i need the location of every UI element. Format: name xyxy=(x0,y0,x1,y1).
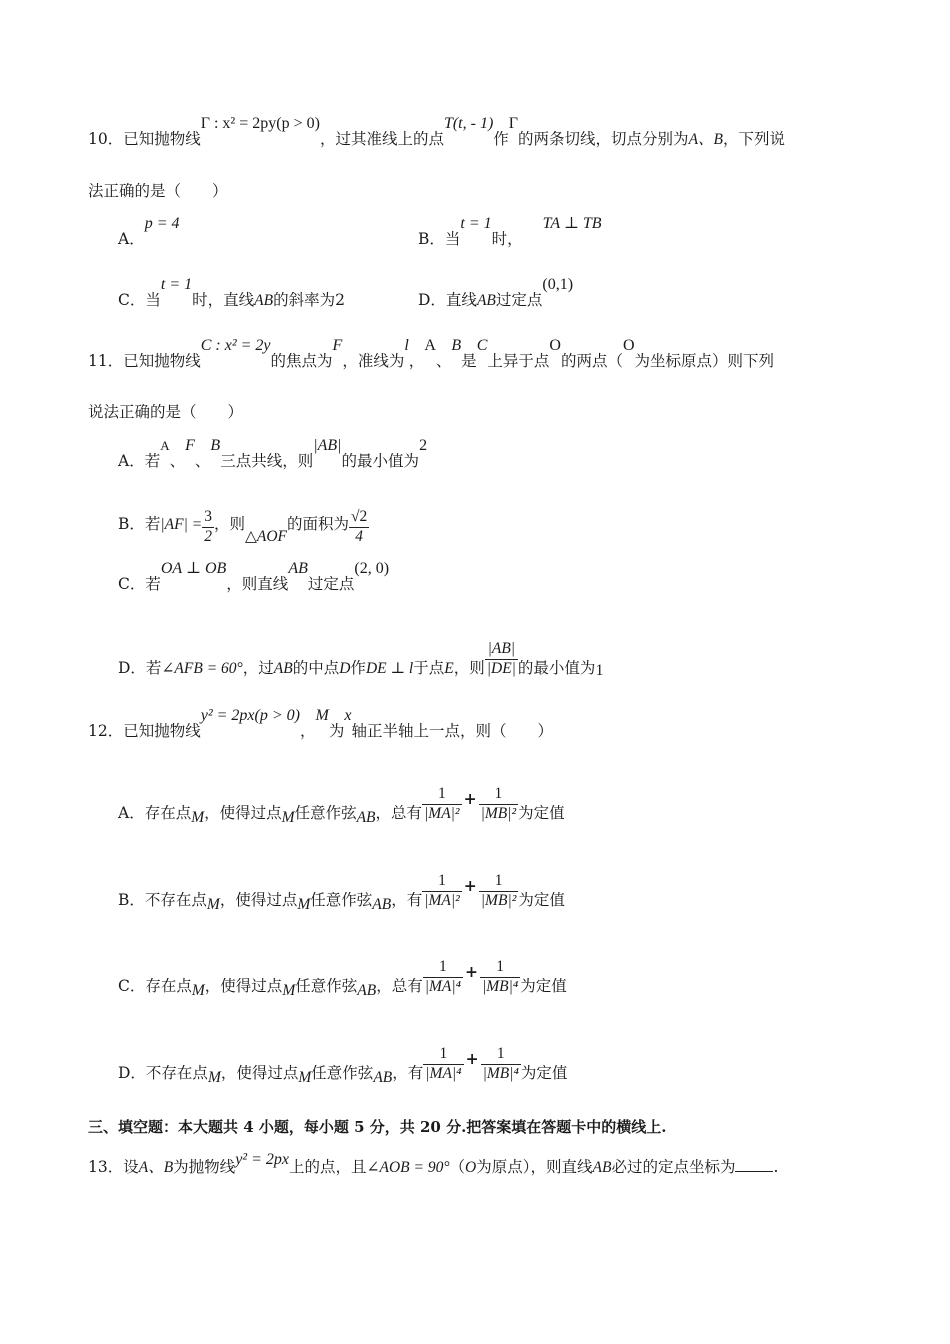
q12-opt-frac2-num: 1 xyxy=(480,958,520,978)
q11-stem-b: 的焦点为 xyxy=(270,352,333,370)
q12-opt-t2: 任意作弦 xyxy=(294,804,357,823)
q11-stem-line1 xyxy=(88,337,775,371)
q11-opt-b-aden: 4 xyxy=(355,527,364,545)
q10-stem-d: 的两条切线，切点分别为 xyxy=(518,130,689,148)
q13-ab2: AB xyxy=(592,1159,612,1176)
q12-opt-t2: 任意作弦 xyxy=(295,977,358,996)
q12-opt-t4: 为定值 xyxy=(518,891,565,910)
q12-opt-t4: 为定值 xyxy=(518,804,565,823)
q10-option-b xyxy=(418,215,602,249)
q12-opt-t3: ，总有 xyxy=(376,977,423,996)
q12-opt-plus: + xyxy=(463,789,477,809)
q11-stem-f: 上异于点 xyxy=(487,352,550,370)
q11-opt-b-tri: △AOF xyxy=(244,528,288,546)
q12-opt-t3: ，总有 xyxy=(375,804,423,823)
q12-stem-a: 12．已知抛物线 xyxy=(88,722,201,740)
q11-opt-a-sep1: 、 xyxy=(169,452,186,470)
q11-opt-b-frac xyxy=(202,508,214,546)
q13-angle: ∠AOB = 90° xyxy=(366,1159,450,1176)
q12-opt-frac2 xyxy=(481,1045,521,1083)
q11-opt-d-text3: 作 xyxy=(350,659,366,678)
q11-opt-d-label: D．若 xyxy=(118,659,162,678)
q11-l: l xyxy=(404,337,409,354)
q10-opt-c-text2: 的斜率为2 xyxy=(273,291,345,309)
q10-option-a xyxy=(118,215,180,249)
q12-opt-t3: ，有 xyxy=(392,1064,424,1083)
q10-opt-c-label: C．当 xyxy=(118,291,161,309)
q11-opt-a-label: A．若 xyxy=(118,452,161,470)
q11-stem-h: 为坐标原点）则下列 xyxy=(634,352,775,370)
q12-opt-plus: + xyxy=(465,962,478,982)
q13-stem-f: 必过的定点坐标为 xyxy=(611,1158,736,1176)
q10-stem-b: ，过其准线上的点 xyxy=(319,130,444,148)
q11-opt-d-e: E xyxy=(444,660,454,678)
q10-stem-c: 作 xyxy=(493,130,509,148)
q12-option-b xyxy=(118,872,565,920)
q11-sep1: 、 xyxy=(435,352,452,370)
q10-stem-line1 xyxy=(88,115,786,150)
q12-opt-frac2-den: |MB|⁴ xyxy=(482,977,519,995)
q12-opt-frac1-num: 1 xyxy=(422,785,462,805)
q10-stem-e: ，下列说 xyxy=(723,130,786,148)
q12-curve: y² = 2px(p > 0) xyxy=(200,707,300,724)
q11-opt-a-b: B xyxy=(210,437,221,454)
q12-opt-frac2-den: |MB|² xyxy=(480,891,517,909)
q12-opt-t4: 为定值 xyxy=(520,1064,568,1083)
q11-opt-d-den: |DE| xyxy=(486,659,516,677)
q12-opt-m2: M xyxy=(282,982,296,1000)
q12-opt-frac2-num: 1 xyxy=(481,1045,521,1065)
q12-opt-label: C．存在点 xyxy=(118,977,192,996)
q12-option-d xyxy=(118,1045,568,1093)
q11-o2: O xyxy=(622,337,635,354)
q13-stem-a: 13．设 xyxy=(88,1158,139,1176)
q11-opt-b-den: 2 xyxy=(204,527,212,545)
q11-opt-c-math: OA ⊥ OB xyxy=(160,560,227,577)
q11-opt-d-text2: 的中点 xyxy=(292,659,340,678)
q12-m: M xyxy=(315,707,329,724)
q13-stem-d: （ xyxy=(449,1158,466,1176)
q11-opt-a-text1: 三点共线，则 xyxy=(220,452,314,470)
q10-opt-d-label: D．直线 xyxy=(418,291,477,309)
q12-opt-ab: AB xyxy=(373,1069,393,1087)
q10-stem-a: 10．已知抛物线 xyxy=(88,130,201,148)
q12-opt-frac2 xyxy=(480,958,520,996)
q10-opt-c-math1: t = 1 xyxy=(160,276,193,293)
q11-option-b xyxy=(118,506,369,544)
q12-opt-label: A．存在点 xyxy=(118,804,192,823)
q11-curve: C : x² = 2y xyxy=(200,337,271,354)
q11-opt-d-text4: 于点 xyxy=(413,659,445,678)
q11-stem-e: 是 xyxy=(461,352,477,370)
q11-opt-c-pt: (2, 0) xyxy=(354,560,390,577)
q12-opt-t1: ，使得过点 xyxy=(204,977,283,996)
q10-opt-b-math2: TA ⊥ TB xyxy=(542,215,602,232)
q11-f: F xyxy=(332,337,343,354)
q11-b: B xyxy=(451,337,462,354)
q10-point: T(t, - 1) xyxy=(443,115,494,132)
q12-opt-m1: M xyxy=(206,896,220,914)
q12-opt-t1: ，使得过点 xyxy=(204,804,282,823)
q10-opt-d-text: 过定点 xyxy=(495,291,543,309)
q11-opt-a-sep2: 、 xyxy=(194,452,211,470)
q12-opt-m1: M xyxy=(191,809,205,827)
q12-opt-m1: M xyxy=(191,982,205,1000)
q12-opt-t3: ，有 xyxy=(391,891,423,910)
q13-o: O xyxy=(465,1159,477,1176)
q10-gamma: Γ xyxy=(508,115,519,132)
q12-opt-m2: M xyxy=(297,896,311,914)
q11-opt-a-f: F xyxy=(185,437,195,454)
q10-opt-d-ab: AB xyxy=(476,292,496,309)
q10-curve: Γ : x² = 2py(p > 0) xyxy=(200,115,320,132)
q11-opt-c-text1: ，则直线 xyxy=(226,575,289,593)
q10-opt-b-label: B．当 xyxy=(418,230,461,248)
q11-opt-c-ab: AB xyxy=(288,560,308,577)
q12-opt-plus: + xyxy=(465,1049,479,1069)
q12-opt-frac2-den: |MB|⁴ xyxy=(482,1064,519,1082)
q12-opt-label: D．不存在点 xyxy=(118,1064,208,1083)
q10-option-c xyxy=(118,276,345,311)
q11-stem-c: ，准线为 xyxy=(342,352,405,370)
q12-stem-c: 为 xyxy=(328,722,345,740)
q11-opt-d-text5: ，则 xyxy=(453,659,485,678)
q11-o1: O xyxy=(549,337,561,354)
q10-opt-d-math: (0,1) xyxy=(542,276,574,293)
q11-opt-d-text6: 的最小值为 xyxy=(517,659,596,678)
q11-option-a xyxy=(118,437,428,471)
q10-opt-c-text1: 时，直线 xyxy=(192,291,255,309)
q12-opt-ab: AB xyxy=(356,809,376,827)
q11-a: A xyxy=(424,337,436,354)
q12-opt-frac1-num: 1 xyxy=(423,958,463,978)
q12-opt-frac2 xyxy=(479,785,519,823)
q12-stem xyxy=(88,707,553,741)
q11-opt-c-text2: 过定点 xyxy=(307,575,355,593)
q11-stem-line2: 说法正确的是（ ） xyxy=(88,403,244,421)
q13-stem xyxy=(88,1151,779,1178)
q12-opt-m1: M xyxy=(207,1069,221,1087)
q11-stem-g: 的两点（ xyxy=(560,352,623,370)
q13-stem-c: 上的点，且 xyxy=(288,1158,367,1176)
q11-opt-a-abs: |AB| xyxy=(313,437,342,454)
q12-opt-frac2-num: 1 xyxy=(479,785,519,805)
q10-opt-b-math1: t = 1 xyxy=(460,215,492,232)
q13-answer-blank[interactable] xyxy=(735,1171,773,1172)
q11-opt-b-num: 3 xyxy=(202,508,214,528)
q10-opt-a-label: A． xyxy=(118,230,145,248)
q11-opt-b-abs: |AF| = xyxy=(160,516,203,534)
q12-opt-frac1 xyxy=(422,872,462,910)
q12-opt-label: B．不存在点 xyxy=(118,891,207,910)
q11-opt-d-perp: DE ⊥ l xyxy=(365,660,414,678)
q12-opt-frac1-num: 1 xyxy=(423,1045,463,1065)
q12-opt-frac2-den: |MB|² xyxy=(480,804,517,822)
q12-opt-frac1 xyxy=(423,1045,463,1083)
q12-opt-t1: ，使得过点 xyxy=(219,891,298,910)
q12-opt-frac1-den: |MA|⁴ xyxy=(425,1064,462,1082)
q13-stem-g: . xyxy=(773,1158,779,1176)
q11-opt-d-ab: AB xyxy=(273,660,293,678)
q11-opt-a-val: 2 xyxy=(419,437,428,454)
q10-opt-a-math: p = 4 xyxy=(144,215,180,232)
q12-opt-frac1-den: |MA|² xyxy=(424,891,460,909)
q10-opt-c-ab: AB xyxy=(254,292,274,309)
q13-stem-e: 为原点），则直线 xyxy=(476,1158,593,1176)
q11-opt-d-val: 1 xyxy=(595,662,604,680)
q13-stem-b: 为抛物线 xyxy=(173,1158,236,1176)
q12-opt-frac1 xyxy=(423,958,463,996)
q12-opt-t4: 为定值 xyxy=(520,977,567,996)
q11-opt-b-area-frac xyxy=(349,508,369,546)
q12-opt-ab: AB xyxy=(372,896,392,914)
q11-opt-b-text1: ，则 xyxy=(213,515,245,534)
q12-opt-m2: M xyxy=(281,809,295,827)
q11-opt-d-d: D xyxy=(339,660,351,678)
q12-opt-m2: M xyxy=(298,1069,312,1087)
q12-opt-t2: 任意作弦 xyxy=(311,1064,374,1083)
q13-ab: A、B xyxy=(138,1159,174,1176)
q12-option-a xyxy=(118,785,565,833)
q12-opt-frac1 xyxy=(422,785,462,823)
q11-opt-d-text1: ，过 xyxy=(242,659,274,678)
q10-stem-line2: 法正确的是（ ） xyxy=(88,182,228,200)
q11-opt-a-a: A xyxy=(160,438,170,453)
q11-stem-a: 11．已知抛物线 xyxy=(88,352,201,370)
q12-opt-frac2 xyxy=(479,872,519,910)
q12-opt-t2: 任意作弦 xyxy=(310,891,373,910)
q12-opt-frac1-num: 1 xyxy=(422,872,462,892)
q11-opt-c-label: C．若 xyxy=(118,575,161,593)
q12-opt-t1: ，使得过点 xyxy=(220,1064,299,1083)
q12-option-c xyxy=(118,958,567,1006)
q12-opt-frac1-den: |MA|⁴ xyxy=(424,977,461,995)
q11-c: C xyxy=(476,337,488,354)
q11-option-d xyxy=(118,640,604,688)
q11-opt-b-label: B．若 xyxy=(118,515,161,534)
q11-opt-d-num: |AB| xyxy=(485,640,518,660)
section3-heading: 三、填空题：本大题共 4 小题，每小题 5 分，共 20 分.把答案填在答题卡中的横线上. xyxy=(88,1118,667,1136)
q11-option-c xyxy=(118,560,390,594)
q10-ab: A、B xyxy=(688,131,723,148)
q11-opt-b-anum: √2 xyxy=(349,508,369,528)
q12-opt-plus: + xyxy=(463,876,477,896)
q10-option-d xyxy=(418,276,574,311)
q10-opt-b-text: 时， xyxy=(491,230,523,248)
q11-opt-d-ang: ∠AFB = 60° xyxy=(161,660,243,678)
q12-opt-frac2-num: 1 xyxy=(479,872,519,892)
q12-stem-b: ， xyxy=(299,722,316,740)
q12-opt-ab: AB xyxy=(357,982,377,1000)
q13-curve: y² = 2px xyxy=(235,1151,289,1168)
q12-stem-d: 轴正半轴上一点，则（ ） xyxy=(351,722,553,740)
q11-opt-b-text2: 的面积为 xyxy=(287,515,350,534)
q11-opt-a-text2: 的最小值为 xyxy=(341,452,420,470)
q11-opt-d-frac xyxy=(485,640,518,678)
q12-x: x xyxy=(344,707,352,724)
q11-stem-d: ， xyxy=(408,352,425,370)
q12-opt-frac1-den: |MA|² xyxy=(424,804,460,822)
